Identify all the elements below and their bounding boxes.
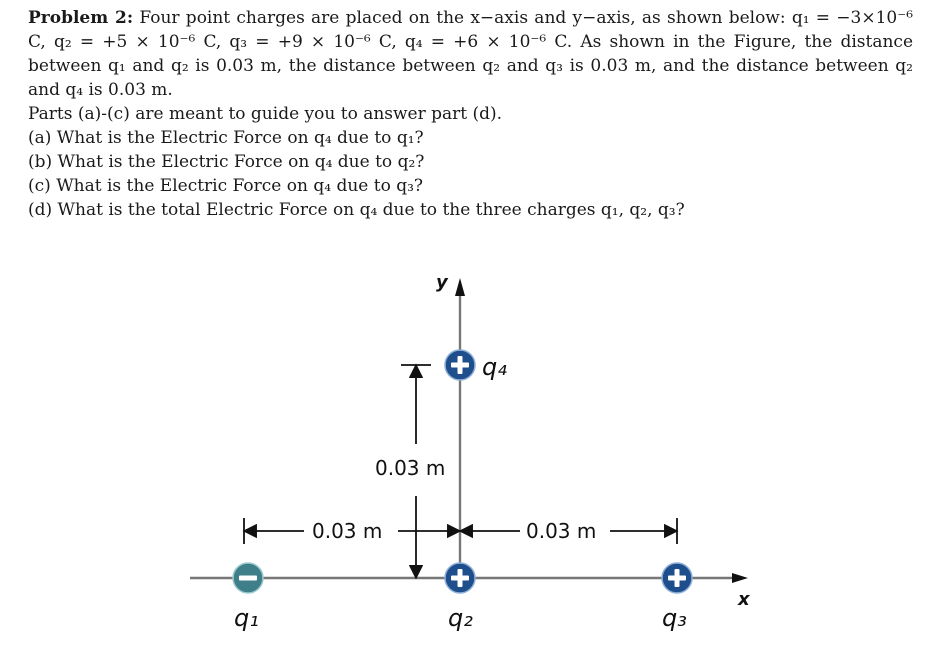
plus-sign-icon (458, 356, 463, 374)
minus-sign-icon (239, 576, 257, 581)
charge-q3 (662, 563, 692, 632)
charge-diagram (170, 262, 770, 654)
problem-text (28, 6, 913, 222)
charge-q2 (445, 563, 475, 632)
y-axis-label: y (436, 272, 448, 293)
plus-sign-icon (675, 569, 680, 587)
vertical-distance-marker (375, 365, 445, 578)
charge-q1-label: q₁ (234, 604, 259, 632)
x-axis-label: x (738, 589, 750, 610)
right-distance-marker (460, 518, 677, 544)
part-d: (d) What is the total Electric Force on q₄ due to the three charges q₁, q₂, q₃? (28, 200, 685, 220)
left-distance-label: 0.03 m (312, 519, 383, 543)
charge-q3-label: q₃ (662, 604, 687, 632)
problem-intro-paragraph (28, 6, 913, 102)
left-distance-marker (244, 518, 460, 544)
y-axis (436, 272, 465, 578)
charge-q2-label: q₂ (448, 604, 473, 632)
charge-q4 (445, 350, 507, 381)
part-c: (c) What is the Electric Force on q₄ due to q₃? (28, 176, 424, 196)
charge-q1 (233, 563, 263, 632)
part-a: (a) What is the Electric Force on q₄ due to q₁? (28, 128, 424, 148)
part-b: (b) What is the Electric Force on q₄ due to q₂? (28, 152, 425, 172)
guide-text: Parts (a)-(c) are meant to guide you to answer part (d). (28, 104, 503, 124)
plus-sign-icon (458, 569, 463, 587)
problem-intro: Four point charges are placed on the x−axis and y−axis, as shown below: q₁ = −3×10⁻⁶ C, q₂ = +5 × 10⁻⁶ C, q₃ = +9 × 10⁻⁶ C, q₄ = +6 × 10⁻⁶ C. As shown in the Figure, the distance between q₁ and q₂ is 0.03 m, the distance between q₂ and q₃ is 0.03 m, and the distance between q₂ and q₄ is 0.03 m. (28, 8, 914, 100)
problem-heading: Problem 2: (28, 8, 134, 28)
charge-q4-label: q₄ (482, 353, 507, 381)
right-distance-label: 0.03 m (526, 519, 597, 543)
vertical-distance-label: 0.03 m (375, 456, 446, 480)
